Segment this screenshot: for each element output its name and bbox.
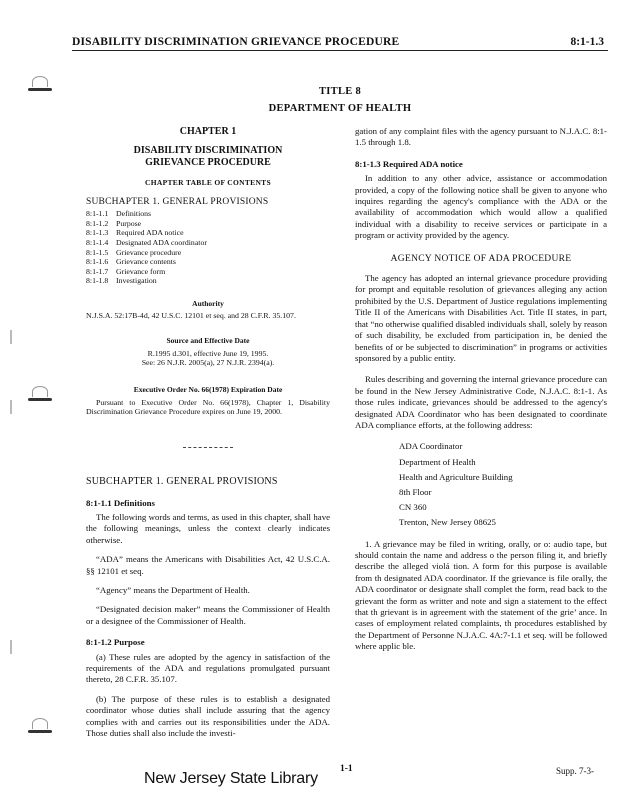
paragraph: Rules describing and governing the internal grievance procedure can be found in the New Jersey Administrative Code, N.J.A.C. 8:1-1. As those rules indicate, grievances should be addressed to the agency's designated ADA Coordinator who has been designated to coordinate ADA compliance efforts, at the following address: — [355, 374, 607, 430]
toc-item[interactable]: 8:1-1.3 Required ADA notice — [86, 228, 184, 238]
address-line: Trenton, New Jersey 08625 — [399, 517, 496, 528]
toc-item[interactable]: 8:1-1.4 Designated ADA coordinator — [86, 238, 207, 247]
address-line: Department of Health — [399, 456, 476, 467]
paragraph: 1. A grievance may be filed in writing, orally, or o: audio tape, but should contain the name and address o the person filing it, and briefly describe the alleged violá tion. A form for this purpose is available from th designated ADA coordinator. If the grievance is file orally, the ADA coordinator or designate shall complet the form, read back to the grievant the form as writter and note and sign a statement to the effect that th grievant is in agreement with the statement of the grie’ ance. In cases of employment related complaints, th procedures established by the Department of Personne N.J.A.C. 4A:7-1.1 et seq. will be followed where applic ble. — [355, 538, 607, 652]
page-number: 1-1 — [340, 764, 353, 774]
header-rule — [72, 50, 608, 51]
punch-hole-mark — [26, 716, 54, 740]
left-column — [86, 126, 330, 739]
section-heading: 8:1-1.3 Required ADA notice — [355, 158, 463, 169]
paragraph: In addition to any other advice, assistance or accommodation provided, a copy of the following notice shall be given to anyone who inquires regarding the agency's compliance with the ADA or the availability of accommodation which would allow a qualified individual with a disability to receive services or participate in a program or activity provided by the agency. — [355, 173, 607, 241]
title-heading: TITLE 8 — [318, 86, 362, 97]
address-line: 8th Floor — [399, 486, 432, 497]
paragraph: “Agency” means the Department of Health. — [96, 585, 250, 596]
toc-subchapter: SUBCHAPTER 1. GENERAL PROVISIONS — [86, 196, 269, 207]
authority-heading: Authority — [192, 298, 224, 308]
toc-item[interactable]: 8:1-1.5 Grievance procedure — [86, 247, 182, 257]
paragraph: The following words and terms, as used in this chapter, shall have the following meanings, unless the context clearly indicates otherwise. — [86, 511, 330, 545]
source-heading: Source and Effective Date — [166, 336, 250, 346]
source-text: R.1995 d.301, effective June 19, 1995. — [147, 348, 269, 358]
toc-item[interactable]: 8:1-1.1 Definitions — [86, 209, 152, 219]
exec-order-heading: Executive Order No. 66(1978) Expiration Date — [133, 385, 283, 395]
paragraph: gation of any complaint files with the agency pursuant to N.J.A.C. 8:1-1.5 through 1.8. — [355, 126, 607, 148]
header-section: 8:1-1.3 — [570, 36, 604, 48]
address-line: CN 360 — [399, 502, 427, 513]
authority-text: N.J.S.A. 52:17B-4d, 42 U.S.C. 12101 et seq. and 28 C.F.R. 35.107. — [86, 311, 296, 321]
punch-hole-mark — [26, 74, 54, 98]
paragraph: “Designated decision maker” means the Commissioner of Health or a designee of the Commissioner of Health. — [86, 604, 330, 626]
paragraph: “ADA” means the Americans with Disabilities Act, 42 U.S.C.A. §§ 12101 et seq. — [86, 554, 330, 576]
header-title: DISABILITY DISCRIMINATION GRIEVANCE PROCEDURE — [72, 36, 400, 48]
right-column — [355, 126, 607, 653]
punch-hole-mark — [26, 384, 54, 408]
library-stamp: New Jersey State Library — [144, 770, 318, 787]
address-line: Health and Agriculture Building — [399, 471, 513, 482]
toc-item[interactable]: 8:1-1.7 Grievance form — [86, 266, 166, 276]
address-line: ADA Coordinator — [399, 441, 463, 452]
section-heading: 8:1-1.2 Purpose — [86, 637, 145, 648]
exec-order-text: Pursuant to Executive Order No. 66(1978), Chapter 1, Disability Discrimination Grievance Procedure expires on June 19, 2000. — [86, 397, 330, 417]
margin-mark — [10, 640, 12, 654]
paragraph: (b) The purpose of these rules is to establish a designated coordinator whose duties shall include assuring that the agency complies with and carries out its responsibilities under the ADA. Those duties shall also include the investi- — [86, 693, 330, 739]
section-heading: 8:1-1.1 Definitions — [86, 497, 155, 508]
section-divider — [183, 447, 233, 448]
margin-mark — [10, 400, 12, 414]
supplement-label: Supp. 7-3- — [556, 766, 594, 776]
department-heading: DEPARTMENT OF HEALTH — [268, 103, 412, 114]
toc-item[interactable]: 8:1-1.8 Investigation — [86, 276, 157, 286]
chapter-heading: CHAPTER 1 — [179, 126, 237, 137]
toc-item[interactable]: 8:1-1.6 Grievance contents — [86, 257, 176, 267]
notice-heading: AGENCY NOTICE OF ADA PROCEDURE — [390, 253, 572, 264]
subchapter-heading: SUBCHAPTER 1. GENERAL PROVISIONS — [86, 476, 278, 488]
chapter-name: DISABILITY DISCRIMINATION GRIEVANCE PROCEDURE — [133, 145, 283, 169]
address-block — [399, 439, 607, 530]
source-text: See: 26 N.J.R. 2005(a), 27 N.J.R. 2394(a). — [141, 358, 275, 368]
running-header — [72, 36, 612, 50]
paragraph: (a) These rules are adopted by the agency in satisfaction of the requirements of the ADA and regulations promulgated pursuant thereto, 28 C.F.R. 35.107. — [86, 651, 330, 685]
toc-heading: CHAPTER TABLE OF CONTENTS — [145, 178, 271, 188]
toc-item[interactable]: 8:1-1.2 Purpose — [86, 218, 142, 228]
table-of-contents — [86, 209, 330, 286]
paragraph: The agency has adopted an internal grievance procedure providing for prompt and equitable resolution of grievances alleging any action prohibited by the U.S. Department of Justice regulations implementing Title II of the Americans with Disabilities Act. Title II states, in part, that “no otherwise qualified disabled individuals shall, solely by reason of such disability, be excluded from participation in, be denied the benefits of or be subjected to discrimination” in programs or activities sponsored by a public entity. — [355, 273, 607, 363]
margin-mark — [10, 330, 12, 344]
